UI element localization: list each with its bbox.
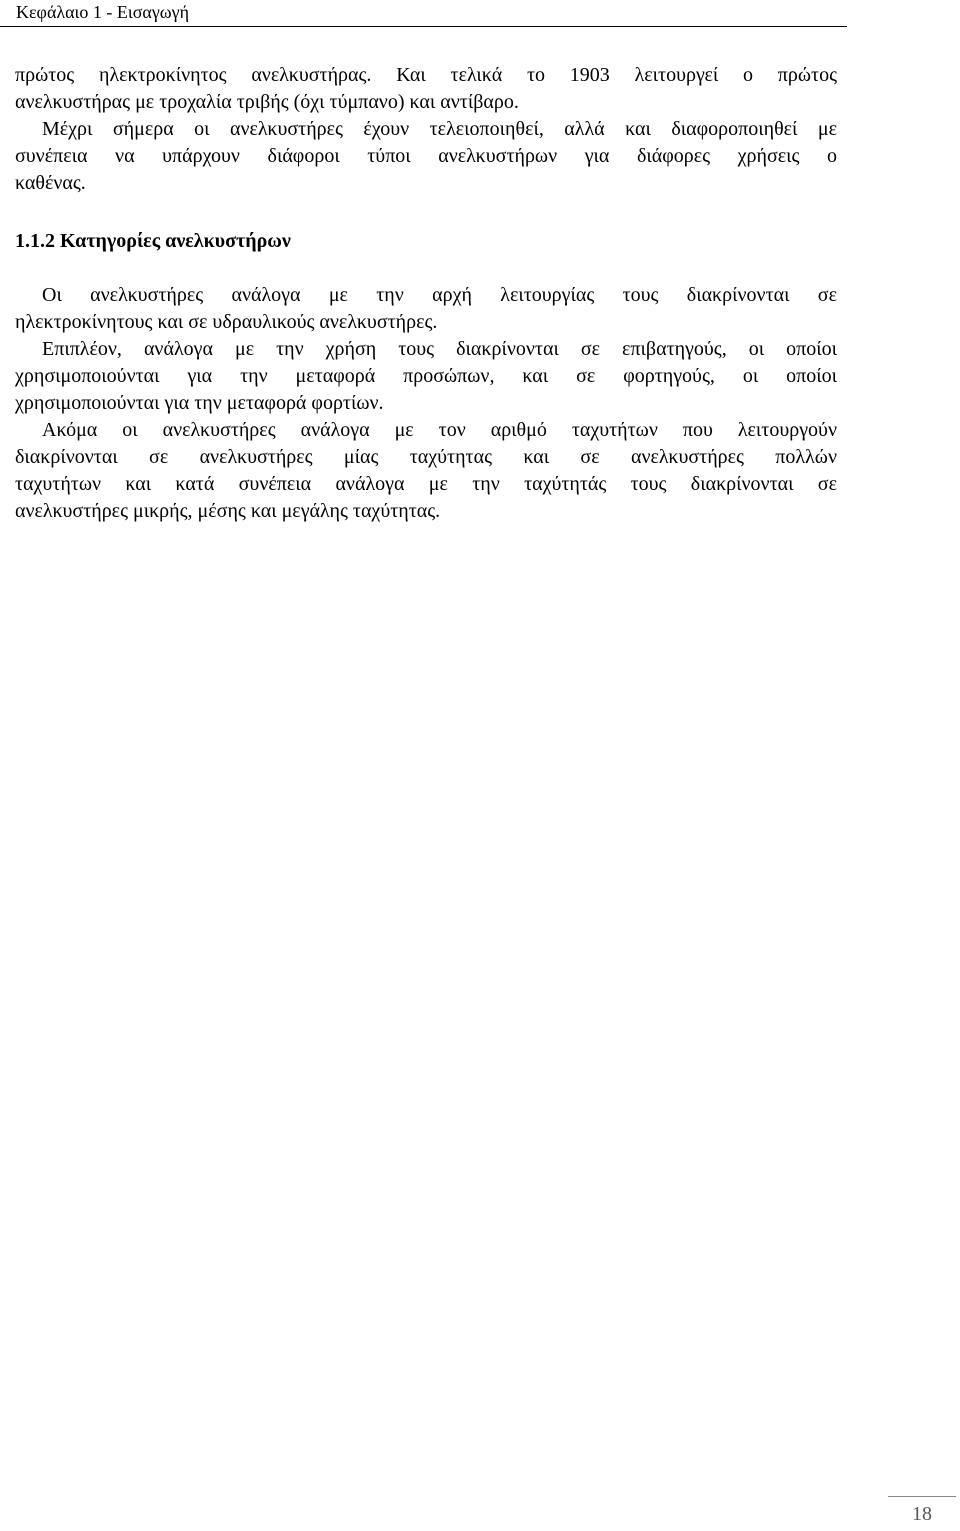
text-line: πρώτος ηλεκτροκίνητος ανελκυστήρας. Και τελικά το 1903 λειτουργεί ο πρώτος [15, 64, 837, 86]
section-paragraph-2 [15, 336, 837, 417]
section-heading: 1.1.2 Κατηγορίες ανελκυστήρων [15, 230, 291, 252]
text-line: καθένας. [15, 172, 86, 194]
running-header: Κεφάλαιο 1 - Εισαγωγή [16, 2, 190, 22]
intro-text [15, 62, 837, 197]
text-line: ηλεκτροκίνητους και σε υδραυλικούς ανελκυστήρες. [15, 311, 438, 333]
text-line: Μέχρι σήμερα οι ανελκυστήρες έχουν τελειοποιηθεί, αλλά και διαφοροποιηθεί με [42, 118, 837, 140]
text-line: ταχυτήτων και κατά συνέπεια ανάλογα με την ταχύτητάς τους διακρίνονται σε [15, 473, 837, 495]
intro-paragraph-1 [15, 62, 837, 116]
text-line: Οι ανελκυστήρες ανάλογα με την αρχή λειτουργίας τους διακρίνονται σε [42, 284, 837, 306]
text-line: χρησιμοποιούνται για την μεταφορά προσώπων, και σε φορτηγούς, οι οποίοι [15, 365, 837, 387]
page-number: 18 [912, 1503, 932, 1525]
text-line: χρησιμοποιούνται για την μεταφορά φορτίων. [15, 392, 384, 414]
section-paragraph-3 [15, 417, 837, 525]
text-line: ανελκυστήρες μικρής, μέσης και μεγάλης ταχύτητας. [15, 500, 441, 522]
text-line: Επιπλέον, ανάλογα με την χρήση τους διακρίνονται σε επιβατηγούς, οι οποίοι [42, 338, 837, 360]
section-text [15, 282, 837, 525]
text-line: Ακόμα οι ανελκυστήρες ανάλογα με τον αριθμό ταχυτήτων που λειτουργούν [42, 419, 837, 441]
header-rule [0, 26, 847, 27]
intro-paragraph-2 [15, 116, 837, 197]
text-line: ανελκυστήρας με τροχαλία τριβής (όχι τύμπανο) και αντίβαρο. [15, 91, 519, 113]
text-line: διακρίνονται σε ανελκυστήρες μίας ταχύτητας και σε ανελκυστήρες πολλών [15, 446, 837, 468]
text-line: συνέπεια να υπάρχουν διάφοροι τύποι ανελκυστήρων για διάφορες χρήσεις ο [15, 145, 837, 167]
section-paragraph-1 [15, 282, 837, 336]
